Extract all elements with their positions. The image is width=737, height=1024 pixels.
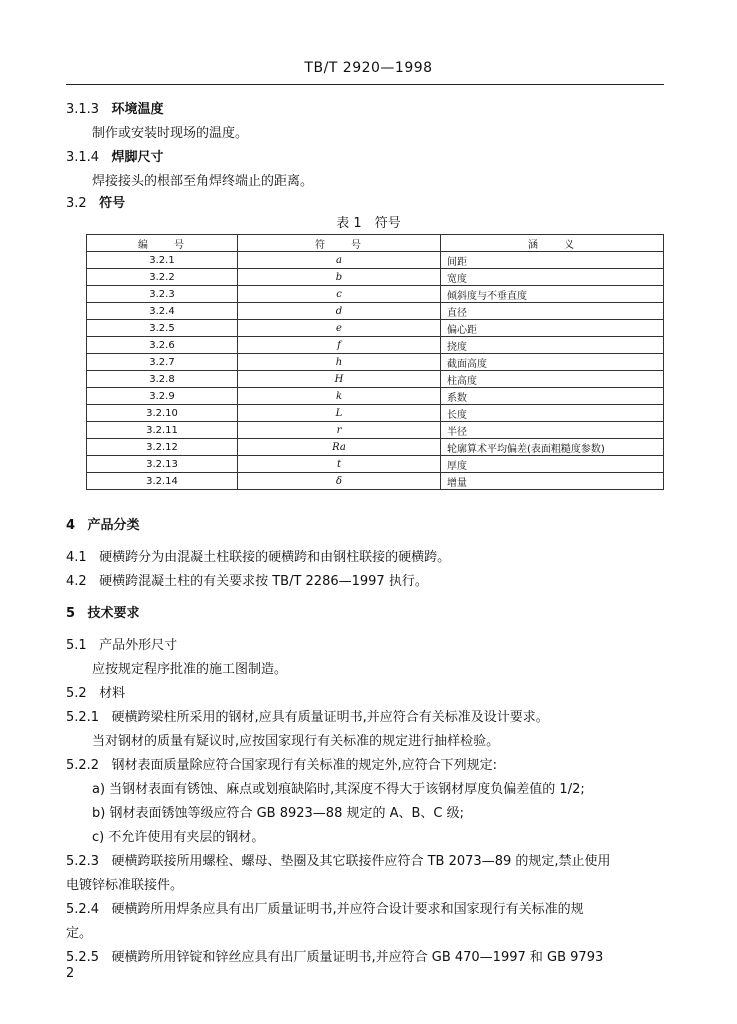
cell-symbol: a bbox=[238, 252, 441, 269]
section-5-2-4-line2: 定。 bbox=[66, 926, 93, 941]
section-5-2-3 bbox=[66, 850, 611, 869]
table-row bbox=[87, 405, 664, 422]
cell-number: 3.2.11 bbox=[87, 422, 238, 439]
cell-meaning: 系数 bbox=[441, 388, 664, 405]
table-row bbox=[87, 422, 664, 439]
cell-number: 3.2.6 bbox=[87, 337, 238, 354]
section-body: 硬横跨所用焊条应具有出厂质量证明书,并应符合设计要求和国家现行有关标准的规 bbox=[111, 902, 584, 917]
header-symbol: 符 号 bbox=[238, 235, 441, 252]
cell-meaning: 宽度 bbox=[441, 269, 664, 286]
section-5-2-4 bbox=[66, 898, 584, 917]
cell-meaning: 挠度 bbox=[441, 337, 664, 354]
table-row bbox=[87, 303, 664, 320]
section-4-2 bbox=[66, 570, 428, 589]
table-row bbox=[87, 286, 664, 303]
cell-meaning: 倾斜度与不垂直度 bbox=[441, 286, 664, 303]
cell-number: 3.2.8 bbox=[87, 371, 238, 388]
section-number: 5.2.2 bbox=[66, 758, 100, 773]
section-number: 5.2.1 bbox=[66, 710, 100, 725]
table-row bbox=[87, 371, 664, 388]
section-number: 3.1.3 bbox=[66, 102, 100, 117]
section-title: 符号 bbox=[99, 196, 126, 211]
section-number: 3.2 bbox=[66, 196, 87, 211]
section-number: 5 bbox=[66, 606, 76, 621]
section-number: 4.2 bbox=[66, 574, 87, 589]
page-number: 2 bbox=[66, 966, 75, 981]
cell-symbol: Ra bbox=[238, 439, 441, 456]
section-number: 5.2.4 bbox=[66, 902, 100, 917]
cell-symbol: r bbox=[238, 422, 441, 439]
cell-symbol: H bbox=[238, 371, 441, 388]
section-number: 5.2 bbox=[66, 686, 87, 701]
section-number: 5.2.5 bbox=[66, 950, 100, 965]
section-title: 技术要求 bbox=[87, 606, 140, 621]
table-row bbox=[87, 337, 664, 354]
section-title: 环境温度 bbox=[111, 102, 164, 117]
table-row bbox=[87, 252, 664, 269]
cell-number: 3.2.5 bbox=[87, 320, 238, 337]
section-number: 5.1 bbox=[66, 638, 87, 653]
cell-number: 3.2.1 bbox=[87, 252, 238, 269]
section-3-1-4-heading bbox=[66, 146, 164, 165]
cell-meaning: 轮廓算术平均偏差(表面粗糙度参数) bbox=[441, 439, 664, 456]
table-row bbox=[87, 439, 664, 456]
cell-meaning: 直径 bbox=[441, 303, 664, 320]
header-rule bbox=[66, 84, 664, 85]
section-5-2-heading bbox=[66, 682, 125, 701]
cell-number: 3.2.9 bbox=[87, 388, 238, 405]
list-item-b: b) 钢材表面锈蚀等级应符合 GB 8923—88 规定的 A、B、C 级; bbox=[92, 806, 465, 821]
table-row bbox=[87, 473, 664, 490]
table-row bbox=[87, 388, 664, 405]
cell-number: 3.2.4 bbox=[87, 303, 238, 320]
table-body bbox=[87, 252, 664, 490]
cell-symbol: k bbox=[238, 388, 441, 405]
cell-symbol: f bbox=[238, 337, 441, 354]
cell-symbol: h bbox=[238, 354, 441, 371]
list-item-a: a) 当钢材表面有锈蚀、麻点或划痕缺陷时,其深度不得大于该钢材厚度负偏差值的 1/2; bbox=[92, 782, 585, 797]
section-body: 硬横跨分为由混凝土柱联接的硬横跨和由钢柱联接的硬横跨。 bbox=[99, 550, 451, 565]
section-number: 5.2.3 bbox=[66, 854, 100, 869]
section-3-1-4-body: 焊接接头的根部至角焊终端止的距离。 bbox=[92, 174, 314, 189]
cell-symbol: L bbox=[238, 405, 441, 422]
section-5-2-2 bbox=[66, 754, 497, 773]
cell-symbol: t bbox=[238, 456, 441, 473]
section-4-1 bbox=[66, 546, 450, 565]
section-5-2-1 bbox=[66, 706, 549, 725]
cell-number: 3.2.10 bbox=[87, 405, 238, 422]
cell-meaning: 半径 bbox=[441, 422, 664, 439]
cell-number: 3.2.13 bbox=[87, 456, 238, 473]
table-header-row bbox=[87, 235, 664, 252]
section-body: 钢材表面质量除应符合国家现行有关标准的规定外,应符合下列规定: bbox=[111, 758, 497, 773]
cell-meaning: 厚度 bbox=[441, 456, 664, 473]
section-4-heading bbox=[66, 514, 139, 533]
cell-symbol: e bbox=[238, 320, 441, 337]
section-3-2-heading bbox=[66, 192, 125, 211]
section-5-1-body: 应按规定程序批准的施工图制造。 bbox=[92, 662, 288, 677]
section-title: 焊脚尺寸 bbox=[111, 150, 164, 165]
table-caption: 表 1 符号 bbox=[336, 216, 401, 231]
section-5-heading bbox=[66, 602, 139, 621]
cell-number: 3.2.7 bbox=[87, 354, 238, 371]
cell-symbol: δ bbox=[238, 473, 441, 490]
cell-number: 3.2.12 bbox=[87, 439, 238, 456]
cell-meaning: 柱高度 bbox=[441, 371, 664, 388]
header-number: 编 号 bbox=[87, 235, 238, 252]
section-number: 4 bbox=[66, 518, 76, 533]
cell-meaning: 截面高度 bbox=[441, 354, 664, 371]
section-5-2-3-line2: 电镀锌标准联接件。 bbox=[66, 878, 184, 893]
table-row bbox=[87, 354, 664, 371]
cell-meaning: 间距 bbox=[441, 252, 664, 269]
section-body: 硬横跨混凝土柱的有关要求按 TB/T 2286—1997 执行。 bbox=[99, 574, 428, 589]
cell-symbol: d bbox=[238, 303, 441, 320]
section-body: 硬横跨所用锌锭和锌丝应具有出厂质量证明书,并应符合 GB 470—1997 和 GB 9793 bbox=[111, 950, 604, 965]
list-item-c: c) 不允许使用有夹层的钢材。 bbox=[92, 830, 265, 845]
page-header: TB/T 2920—1998 bbox=[304, 60, 433, 76]
section-title: 材料 bbox=[99, 686, 126, 701]
table-row bbox=[87, 320, 664, 337]
header-meaning: 涵 义 bbox=[441, 235, 664, 252]
cell-meaning: 长度 bbox=[441, 405, 664, 422]
section-number: 3.1.4 bbox=[66, 150, 100, 165]
symbols-table bbox=[86, 234, 664, 490]
section-5-1-heading bbox=[66, 634, 177, 653]
cell-meaning: 偏心距 bbox=[441, 320, 664, 337]
section-3-1-3-heading bbox=[66, 98, 164, 117]
section-title: 产品分类 bbox=[87, 518, 140, 533]
section-3-1-3-body: 制作或安装时现场的温度。 bbox=[92, 126, 249, 141]
cell-number: 3.2.2 bbox=[87, 269, 238, 286]
table-row bbox=[87, 456, 664, 473]
section-body: 硬横跨联接所用螺栓、螺母、垫圈及其它联接件应符合 TB 2073—89 的规定,禁止使用 bbox=[111, 854, 611, 869]
cell-symbol: b bbox=[238, 269, 441, 286]
section-5-2-1-line2: 当对钢材的质量有疑议时,应按国家现行有关标准的规定进行抽样检验。 bbox=[92, 734, 500, 749]
section-title: 产品外形尺寸 bbox=[99, 638, 178, 653]
cell-number: 3.2.14 bbox=[87, 473, 238, 490]
cell-meaning: 增量 bbox=[441, 473, 664, 490]
section-number: 4.1 bbox=[66, 550, 87, 565]
cell-number: 3.2.3 bbox=[87, 286, 238, 303]
section-body: 硬横跨梁柱所采用的钢材,应具有质量证明书,并应符合有关标准及设计要求。 bbox=[111, 710, 549, 725]
table-row bbox=[87, 269, 664, 286]
section-5-2-5 bbox=[66, 946, 603, 965]
cell-symbol: c bbox=[238, 286, 441, 303]
